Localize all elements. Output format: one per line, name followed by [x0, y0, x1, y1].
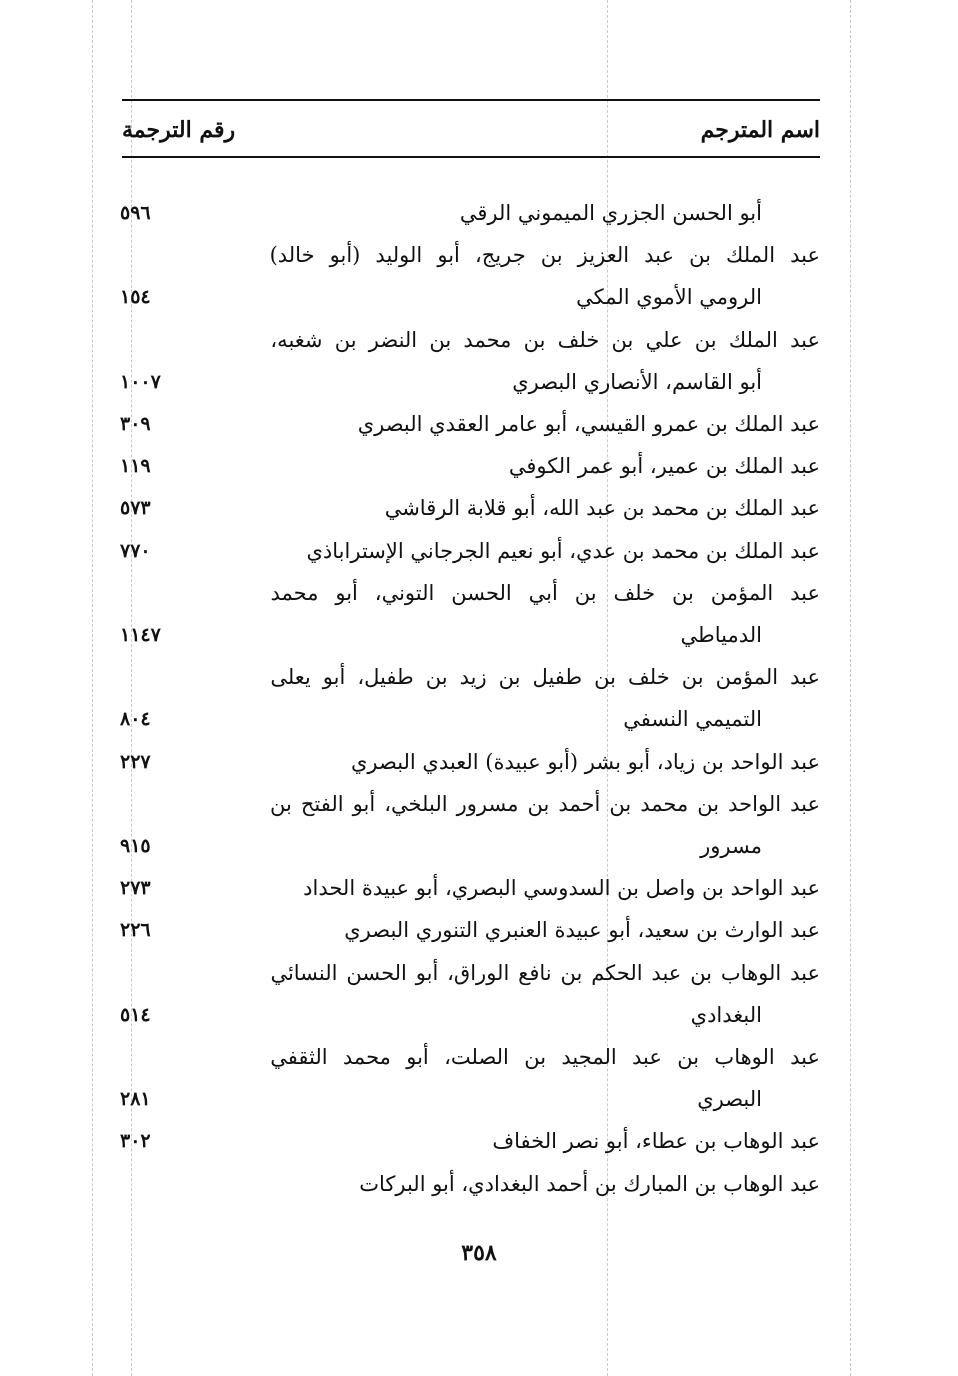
- entry-name-line: عبد الملك بن محمد بن عبد الله، أبو قلابة الرقاشي: [384, 496, 820, 521]
- entry-continuation-line: التميمي النسفي: [623, 707, 762, 732]
- entry-continuation-line: مسرور: [700, 834, 762, 858]
- entry-number: ٣٠٩: [120, 413, 151, 435]
- entry-name-line: عبد الملك بن عمرو القيسي، أبو عامر العقدي البصري: [357, 412, 820, 436]
- entry-number: ٢٧٣: [120, 877, 151, 900]
- entry-continuation-line: الرومي الأموي المكي: [576, 285, 762, 310]
- entry-number: ١١٤٧: [120, 624, 161, 646]
- entry-continuation-line: أبو القاسم، الأنصاري البصري: [512, 369, 762, 394]
- entry-name-line: عبد الملك بن عبد العزيز بن جريج، أبو الوليد (أبو خالد): [269, 243, 820, 268]
- entry-number: ٥٧٣: [120, 497, 151, 520]
- entry-number: ١٥٤: [120, 286, 151, 309]
- entry-name-line: عبد الوهاب بن المبارك بن أحمد البغدادي، أبو البركات: [359, 1171, 820, 1196]
- entry-continuation-line: البغدادي: [690, 1002, 762, 1027]
- entry-number: ٥٩٦: [120, 202, 151, 224]
- scan-guide-line: [92, 0, 93, 1376]
- entry-name-line: عبد الوهاب بن عبد الحكم بن نافع الوراق، أبو الحسن النسائي: [270, 960, 820, 985]
- entry-name-line: عبد الواحد بن محمد بن أحمد بن مسرور البلخي، أبو الفتح بن: [270, 791, 820, 816]
- entry-name-line: أبو الحسن الجزري الميموني الرقي: [459, 201, 762, 225]
- entry-name-line: عبد الملك بن محمد بن عدي، أبو نعيم الجرجاني الإستراباذي: [306, 538, 820, 563]
- entry-number: ١٠٠٧: [120, 370, 161, 393]
- header-top-rule: [122, 99, 820, 101]
- entry-name-line: عبد المؤمن بن خلف بن طفيل بن زيد بن طفيل، أبو يعلى: [270, 665, 820, 690]
- column-header-name: اسم المترجم: [700, 117, 820, 143]
- entry-number: ٢٢٧: [120, 750, 151, 773]
- entry-name-line: عبد الوهاب بن عبد المجيد بن الصلت، أبو محمد الثقفي: [270, 1045, 820, 1069]
- scan-guide-line: [850, 0, 851, 1376]
- entry-number: ٨٠٤: [120, 708, 151, 731]
- entry-number: ٩١٥: [120, 835, 151, 857]
- page-number: ٣٥٨: [461, 1240, 497, 1266]
- entry-name-line: عبد الواحد بن زياد، أبو بشر (أبو عبيدة) العبدي البصري: [350, 749, 820, 774]
- entry-name-line: عبد الوهاب بن عطاء، أبو نصر الخفاف: [492, 1129, 820, 1154]
- entry-number: ٣٠٢: [120, 1130, 151, 1153]
- header-bottom-rule: [122, 156, 820, 158]
- entry-number: ٢٢٦: [120, 919, 151, 942]
- entry-number: ٥١٤: [120, 1003, 151, 1026]
- entry-number: ٢٨١: [120, 1088, 151, 1111]
- entry-continuation-line: الدمياطي: [680, 623, 762, 647]
- entry-number: ٧٧٠: [120, 539, 151, 562]
- entry-name-line: عبد المؤمن بن خلف بن أبي الحسن التوني، أبو محمد: [270, 580, 820, 605]
- entry-name-line: عبد الملك بن علي بن خلف بن محمد بن النضر بن شغبه،: [270, 327, 820, 352]
- entry-continuation-line: البصري: [697, 1087, 762, 1112]
- entry-name-line: عبد الواحد بن واصل بن السدوسي البصري، أبو عبيدة الحداد: [303, 876, 820, 901]
- entry-number: ١١٩: [120, 455, 151, 478]
- column-header-number: رقم الترجمة: [122, 117, 236, 143]
- entry-name-line: عبد الوارث بن سعيد، أبو عبيدة العنبري التنوري البصري: [344, 918, 820, 943]
- entry-name-line: عبد الملك بن عمير، أبو عمر الكوفي: [508, 454, 820, 479]
